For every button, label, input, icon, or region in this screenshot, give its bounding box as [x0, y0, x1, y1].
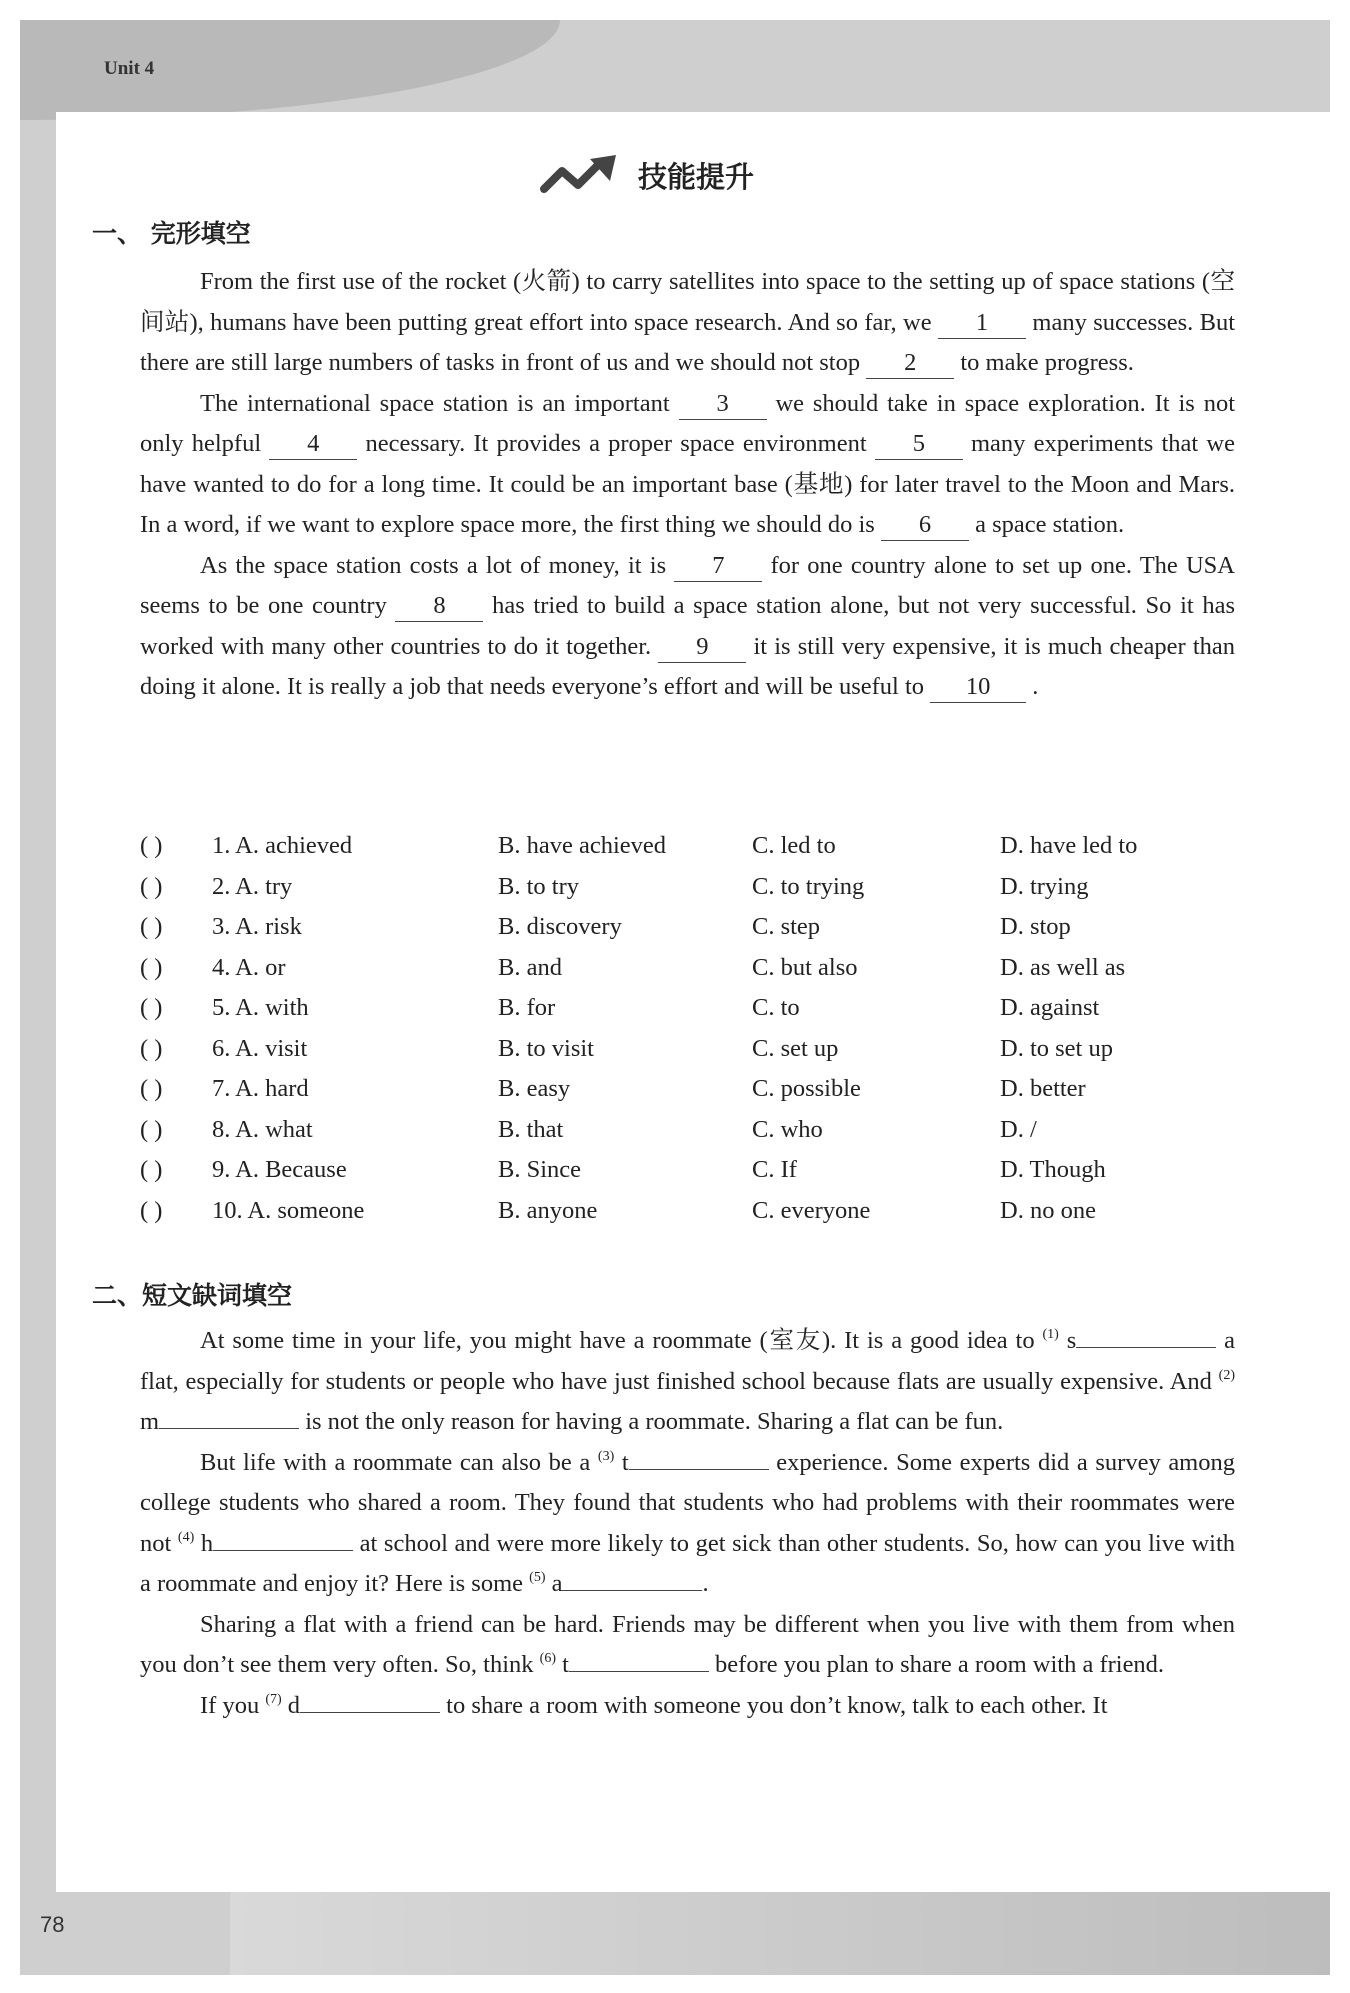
option-a: 1. A. achieved: [212, 832, 353, 859]
option-row-5: [140, 988, 1240, 1029]
option-b: B. to visit: [498, 1034, 594, 1062]
answer-paren[interactable]: ( ): [140, 1075, 163, 1102]
option-a: 7. A. hard: [212, 1075, 309, 1102]
option-row-10: [140, 1191, 1240, 1232]
cloze-paragraph-1: From the first use of the rocket (火箭) to carry satellites into space to the setting up of space stations (空间站), humans have been putting great effort into space research. And so far, we 1 many successes. But there are still large numbers of tasks in front of us and we should not stop 2 to make progress.: [140, 262, 1235, 384]
option-a: 4. A. or: [212, 953, 286, 981]
blank-number: (1): [1042, 1327, 1059, 1342]
option-a: 2. A. try: [212, 872, 293, 900]
answer-paren[interactable]: ( ): [140, 1196, 163, 1224]
cloze-paragraph-3: As the space station costs a lot of money, it is 7 for one country alone to set up one. The USA seems to be one country 8 has tried to build a space station alone, but not very successful. So it has worked with many other countries to do it together. 9 it is still very expensive, it is much cheaper than doing it alone. It is really a job that needs everyone’s effort and will be useful to 10 .: [140, 546, 1235, 708]
option-d: D. stop: [1000, 913, 1071, 940]
page-number: 78: [40, 1912, 65, 1937]
blank-number: (4): [177, 1529, 195, 1545]
answer-paren[interactable]: ( ): [140, 832, 163, 859]
option-row-2: [140, 867, 1240, 908]
fill-blank-1[interactable]: [1076, 1321, 1216, 1348]
fill-paragraph-1: At some time in your life, you might have a roommate (室友). It is a good idea to $^{(1)}$ s a flat, especially for students or people who have just finished school because flats are usually expensive. And $^{(2)}$ m is not the only reason for having a roommate. Sharing a flat can be fun.: [140, 1321, 1235, 1443]
blank-8[interactable]: 8: [395, 591, 483, 622]
option-c: C. possible: [752, 1075, 861, 1102]
option-c: C. to: [752, 994, 800, 1021]
unit-label: Unit 4: [104, 58, 155, 79]
blank-number: (3): [597, 1448, 615, 1464]
section-heading-title: 技能提升: [638, 159, 755, 194]
blank-9[interactable]: 9: [658, 632, 746, 663]
option-a: 5. A. with: [212, 994, 309, 1021]
word-fill-passage: [140, 1321, 1235, 1726]
fill-paragraph-3: Sharing a flat with a friend can be hard. Friends may be different when you live with them from when you don’t see them very often. So, think $^{(6)}$ t before you plan to share a room with a friend.: [140, 1610, 1235, 1678]
option-d: D. Though: [1000, 1156, 1106, 1183]
fill-blank-3[interactable]: [629, 1443, 769, 1470]
option-c: C. step: [752, 913, 821, 940]
option-b: B. have achieved: [498, 832, 667, 859]
option-d: D. against: [1000, 994, 1100, 1021]
option-c: C. to trying: [752, 872, 865, 900]
option-c: C. set up: [752, 1034, 839, 1062]
options-list: [140, 826, 1240, 1231]
blank-number: (5): [529, 1570, 546, 1585]
blank-5[interactable]: 5: [875, 429, 963, 460]
fill-blank-5[interactable]: [562, 1564, 702, 1591]
option-c: C. If: [752, 1156, 797, 1183]
option-d: D. /: [1000, 1115, 1037, 1143]
trend-arrow-icon: [540, 153, 624, 197]
blank-number: (7): [265, 1691, 282, 1707]
blank-1[interactable]: 1: [938, 308, 1026, 339]
option-row-7: [140, 1069, 1240, 1110]
answer-paren[interactable]: ( ): [140, 1034, 163, 1062]
option-b: B. for: [498, 994, 556, 1021]
blank-7[interactable]: 7: [674, 551, 762, 582]
fill-blank-4[interactable]: [213, 1524, 353, 1551]
option-b: B. easy: [498, 1075, 571, 1102]
option-d: D. as well as: [1000, 953, 1126, 981]
option-a: 6. A. visit: [212, 1034, 308, 1062]
blank-3[interactable]: 3: [679, 389, 767, 420]
blank-2[interactable]: 2: [866, 348, 954, 379]
option-a: 8. A. what: [212, 1115, 313, 1143]
fill-blank-6[interactable]: [569, 1645, 709, 1672]
fill-paragraph-2: But life with a roommate can also be a $^{(3)}$ t experience. Some experts did a survey among college students who shared a room. They found that students who had problems with their roommates were not $^{(4)}$ h at school and were more likely to get sick than other students. So, how can you live with a roommate and enjoy it? Here is some $^{(5)}$ a .: [140, 1443, 1235, 1605]
option-row-9: [140, 1150, 1240, 1191]
blank-4[interactable]: 4: [269, 429, 357, 460]
answer-paren[interactable]: ( ): [140, 1115, 163, 1143]
option-d: D. better: [1000, 1075, 1086, 1102]
option-row-8: [140, 1110, 1240, 1151]
option-row-4: [140, 948, 1240, 989]
option-row-3: [140, 907, 1240, 948]
option-d: D. no one: [1000, 1196, 1096, 1224]
option-d: D. to set up: [1000, 1034, 1113, 1062]
blank-number: (6): [539, 1651, 556, 1666]
option-c: C. led to: [752, 832, 836, 859]
option-b: B. and: [498, 953, 562, 981]
option-c: C. everyone: [752, 1196, 871, 1224]
option-c: C. who: [752, 1115, 823, 1143]
option-a: 10. A. someone: [212, 1196, 365, 1224]
answer-paren[interactable]: ( ): [140, 953, 163, 981]
answer-paren[interactable]: ( ): [140, 994, 163, 1021]
option-b: B. to try: [498, 872, 579, 900]
option-b: B. discovery: [498, 913, 622, 940]
answer-paren[interactable]: ( ): [140, 913, 163, 940]
option-d: D. trying: [1000, 872, 1089, 900]
option-d: D. have led to: [1000, 832, 1138, 859]
option-c: C. but also: [752, 953, 858, 981]
option-b: B. that: [498, 1115, 564, 1143]
footer-decoration: [230, 1885, 1330, 1975]
cloze-paragraph-2: The international space station is an important 3 we should take in space exploration. It is not only helpful 4 necessary. It provides a proper space environment 5 many experiments that we have wanted to do for a long time. It could be an important base (基地) for later travel to the Moon and Mars. In a word, if we want to explore space more, the first thing we should do is 6 a space station.: [140, 384, 1235, 546]
fill-blank-7[interactable]: [300, 1686, 440, 1713]
option-a: 3. A. risk: [212, 913, 302, 940]
section2-title: 二、短文缺词填空: [92, 1281, 293, 1310]
answer-paren[interactable]: ( ): [140, 1156, 163, 1183]
section-heading: [540, 150, 754, 200]
option-a: 9. A. Because: [212, 1156, 347, 1183]
blank-6[interactable]: 6: [881, 510, 969, 541]
answer-paren[interactable]: ( ): [140, 872, 163, 900]
fill-blank-2[interactable]: [159, 1402, 299, 1429]
blank-number: (2): [1218, 1367, 1235, 1383]
cloze-passage: [140, 262, 1235, 708]
fill-paragraph-4: If you $^{(7)}$ d to share a room with someone you don’t know, talk to each other. It: [140, 1686, 1235, 1727]
option-row-1: [140, 826, 1240, 867]
option-b: B. anyone: [498, 1196, 598, 1224]
header-decoration: [20, 20, 560, 120]
option-b: B. Since: [498, 1156, 582, 1183]
section1-title: 一、 完形填空: [92, 219, 251, 248]
option-row-6: [140, 1029, 1240, 1070]
blank-10[interactable]: 10: [930, 672, 1026, 703]
